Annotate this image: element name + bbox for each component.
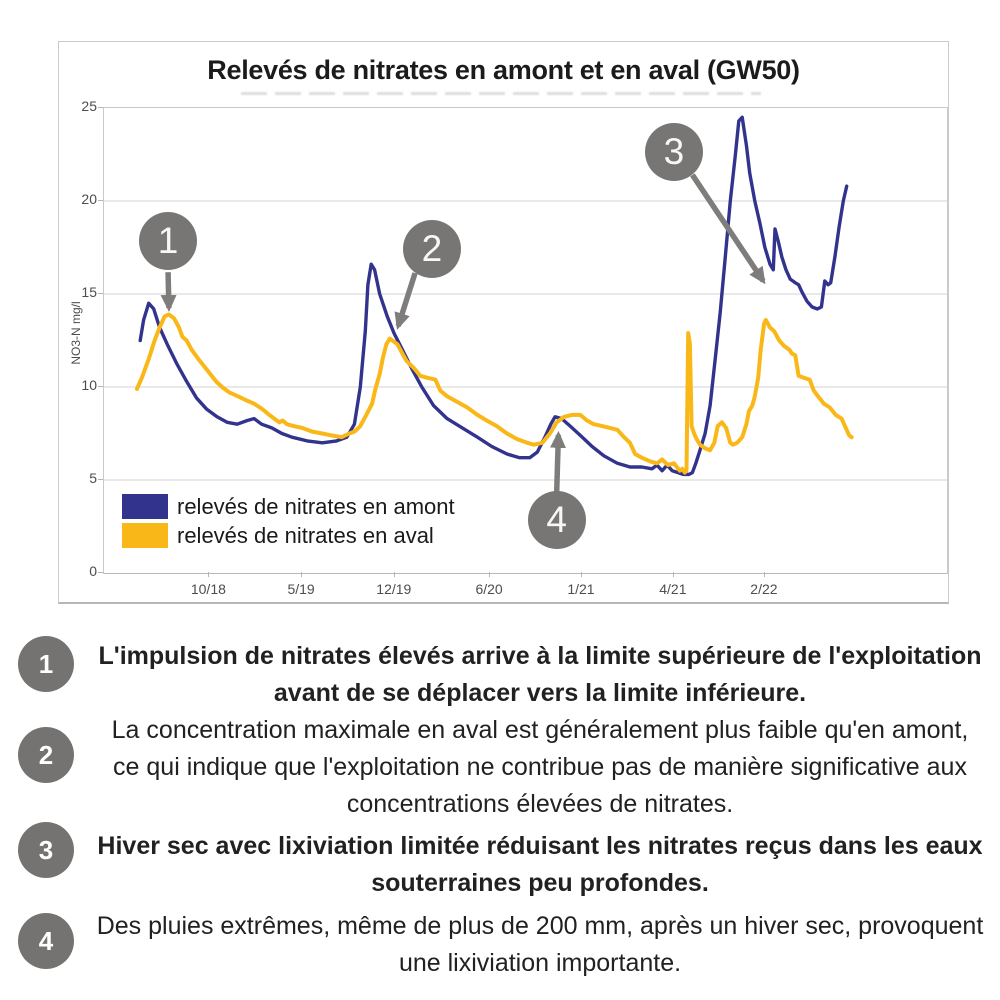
y-tick-mark-0	[98, 572, 103, 573]
note-badge-1: 1	[18, 636, 74, 692]
chart-legend	[122, 492, 455, 550]
annotation-arrow-1	[168, 272, 169, 308]
chart-annotation-badge-4: 4	[528, 491, 586, 549]
chart-title: Relevés de nitrates en amont et en aval (GW50)	[207, 55, 800, 85]
legend-row-amont	[122, 492, 455, 521]
note-badge-2: 2	[18, 727, 74, 783]
y-tick-mark-20	[98, 200, 103, 201]
x-tick-label-6/20: 6/20	[475, 581, 503, 597]
note-text-1: L'impulsion de nitrates élevés arrive à la limite supérieure de l'exploitation avant de se déplacer vers la limite inférieure.	[98, 642, 982, 707]
chart-annotation-badge-3: 3	[645, 123, 703, 181]
y-tick-label-5: 5	[89, 470, 97, 486]
y-tick-label-10: 10	[81, 377, 97, 393]
y-tick-mark-15	[98, 293, 103, 294]
annotation-arrow-2	[398, 273, 415, 326]
note-badge-4: 4	[18, 913, 74, 969]
legend-label-aval: relevés de nitrates en aval	[177, 522, 434, 548]
plot-area	[103, 107, 948, 574]
x-tick-mark-2/22	[764, 572, 765, 577]
y-tick-label-20: 20	[81, 191, 97, 207]
legend-swatch-aval	[122, 523, 168, 548]
x-tick-label-2/22: 2/22	[750, 581, 778, 597]
x-tick-mark-6/20	[489, 572, 490, 577]
y-tick-mark-10	[98, 386, 103, 387]
x-tick-label-5/19: 5/19	[287, 581, 315, 597]
note-badge-3: 3	[18, 822, 74, 878]
x-tick-label-12/19: 12/19	[376, 581, 412, 597]
y-axis-label: NO3-N mg/l	[69, 301, 83, 365]
x-tick-label-10/18: 10/18	[190, 581, 226, 597]
legend-swatch-amont	[122, 494, 168, 519]
note-text-4: Des pluies extrêmes, même de plus de 200 mm, après un hiver sec, provoquent une lixiviation importante.	[96, 912, 984, 977]
chart-annotation-badge-1: 1	[139, 212, 197, 270]
y-tick-label-15: 15	[81, 284, 97, 300]
annotation-arrow-4	[557, 435, 559, 492]
note-text-3: Hiver sec avec lixiviation limitée réduisant les nitrates reçus dans les eaux souterraines peu profondes.	[97, 832, 983, 897]
x-tick-mark-1/21	[581, 572, 582, 577]
x-tick-mark-12/19	[394, 572, 395, 577]
series-line-amont	[140, 117, 847, 474]
x-tick-mark-4/21	[673, 572, 674, 577]
legend-label-amont: relevés de nitrates en amont	[177, 493, 455, 519]
note-text-2: La concentration maximale en aval est généralement plus faible qu'en amont, ce qui indique que l'exploitation ne contribue pas de manière significative aux concentrations élevées de nitrates.	[111, 716, 969, 818]
x-tick-label-4/21: 4/21	[659, 581, 687, 597]
chart-annotation-badge-2: 2	[403, 220, 461, 278]
legend-row-aval	[122, 521, 455, 550]
chart-card	[58, 41, 949, 604]
y-tick-mark-25	[98, 107, 103, 108]
x-tick-mark-10/18	[208, 572, 209, 577]
y-tick-label-0: 0	[89, 563, 97, 579]
y-tick-label-25: 25	[81, 98, 97, 114]
x-tick-mark-5/19	[301, 572, 302, 577]
x-tick-label-1/21: 1/21	[567, 581, 595, 597]
blurred-subtitle-line	[241, 92, 761, 95]
y-tick-mark-5	[98, 479, 103, 480]
